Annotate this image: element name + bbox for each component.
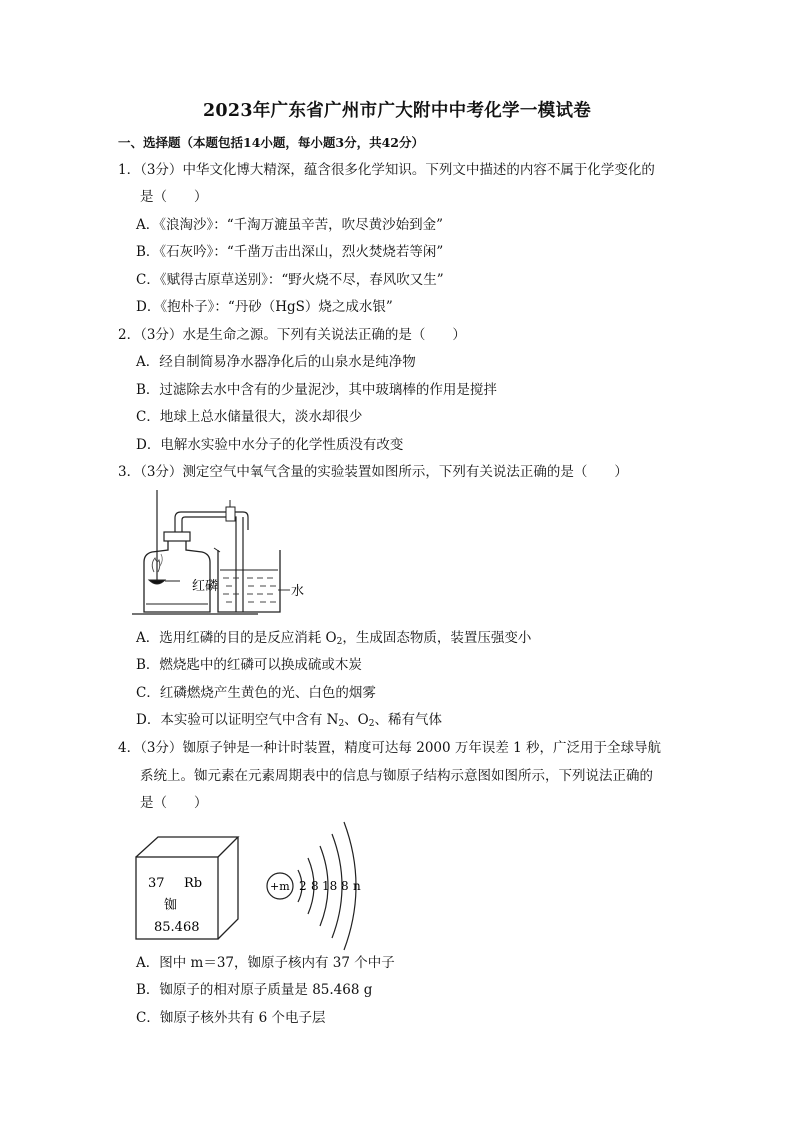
atomic-number: 37 [148, 876, 165, 891]
q4-option-c: C．铷原子核外共有 6 个电子层 [136, 1010, 326, 1026]
exam-title: 2023年广东省广州市广大附中中考化学一模试卷 [202, 101, 592, 121]
question-score: （3分） [140, 740, 183, 756]
label-red-phosphorus: 红磷 [192, 579, 219, 594]
question-4-line2: 系统上。铷元素在元素周期表中的信息与铷原子结构示意图如图所示，下列说法正确的 [140, 768, 653, 784]
q3-option-a: A．选用红磷的目的是反应消耗 $O_2$，生成固态物质，装置压强变小 [136, 630, 532, 647]
question-score: （3分） [140, 327, 183, 343]
q2-option-b: B．过滤除去水中含有的少量泥沙，其中玻璃棒的作用是搅拌 [136, 382, 497, 398]
question-score: （3分） [140, 162, 183, 178]
question-stem: 测定空气中氧气含量的实验装置如图所示，下列有关说法正确的是（ ） [182, 464, 628, 480]
question-4-line3: 是（ ） [140, 795, 208, 811]
q3-option-b: B．燃烧匙中的红磷可以换成硫或木炭 [136, 657, 362, 673]
q2-option-d: D．电解水实验中水分子的化学性质没有改变 [136, 437, 404, 453]
shell-3-electrons: 18 [322, 879, 338, 893]
q1-option-a: A．《浪淘沙》：“千淘万漉虽辛苦，吹尽黄沙始到金” [136, 217, 444, 233]
question-stem: 水是生命之源。下列有关说法正确的是（ ） [182, 327, 466, 343]
shell-2-electrons: 8 [311, 879, 319, 893]
question-2-line1 [118, 326, 466, 344]
oxygen-experiment-figure [130, 490, 320, 620]
q4-option-b: B．铷原子的相对原子质量是 85.468 g [136, 982, 373, 998]
question-number: 2． [118, 327, 141, 343]
q4-option-a: A．图中 m＝37，铷原子核内有 37 个中子 [136, 955, 395, 971]
q1-option-d: D．《抱朴子》：“丹砂（HgS）烧之成水银” [136, 299, 393, 315]
q3-option-c: C．红磷燃烧产生黄色的光、白色的烟雾 [136, 685, 376, 701]
q3-option-d: D．本实验可以证明空气中含有 $N_2$、$O_2$、稀有气体 [136, 712, 442, 729]
question-1-line2: 是（ ） [140, 189, 208, 205]
nucleus-charge: +m [270, 880, 290, 893]
question-number: 3． [118, 464, 141, 480]
q2-option-c: C．地球上总水储量很大，淡水却很少 [136, 409, 363, 425]
shell-4-electrons: 8 [341, 879, 349, 893]
shell-1-electrons: 2 [299, 879, 307, 893]
question-1-line1 [118, 161, 655, 179]
label-water: 水 [291, 584, 305, 599]
question-4-line1 [118, 739, 661, 757]
question-score: （3分） [140, 464, 183, 480]
atomic-mass: 85.468 [154, 920, 200, 935]
element-symbol: Rb [184, 876, 203, 891]
question-number: 1． [118, 162, 141, 178]
periodic-table-cell-figure [130, 835, 245, 945]
element-name: 铷 [164, 898, 178, 913]
question-stem: 中华文化博大精深，蕴含很多化学知识。下列文中描述的内容不属于化学变化的 [182, 162, 655, 178]
q1-option-c: C．《赋得古原草送别》：“野火烧不尽，春风吹又生” [136, 272, 444, 288]
atom-structure-figure [262, 818, 372, 958]
section-heading: 一、选择题（本题包括14小题，每小题3分，共42分） [118, 135, 424, 150]
question-number: 4． [118, 740, 141, 756]
q1-option-b: B．《石灰吟》：“千凿万击出深山，烈火焚烧若等闲” [136, 244, 444, 260]
q2-option-a: A．经自制简易净水器净化后的山泉水是纯净物 [136, 354, 416, 370]
shell-5-electrons: n [353, 879, 361, 893]
question-stem: 铷原子钟是一种计时装置，精度可达每 2000 万年误差 1 秒，广泛用于全球导航 [182, 740, 662, 756]
question-3-line1 [118, 463, 628, 481]
